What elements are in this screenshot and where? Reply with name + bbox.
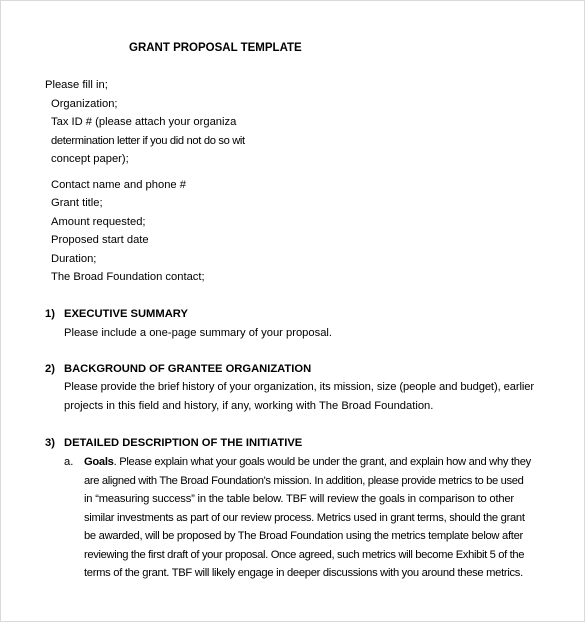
field-tax-id-end: concept paper); — [51, 153, 129, 165]
goals-line-4: similar investments as part of our review process. Metrics used in grant terms, should the grant — [84, 512, 525, 524]
goals-line-3: in “measuring success” in the table below. TBF will review the goals in comparison to other — [84, 493, 514, 505]
goals-line-6: reviewing the first draft of your proposal. Once agreed, such metrics will become Exhibit 5 of the — [84, 549, 525, 561]
field-tax-id: Tax ID # (please attach your organiza — [51, 116, 237, 128]
field-grant-title: Grant title; — [51, 197, 103, 209]
goals-line-7: terms of the grant. TBF will likely engage in deeper discussions with you around these metrics. — [84, 567, 523, 579]
document-title: GRANT PROPOSAL TEMPLATE — [129, 42, 302, 54]
goals-title: Goals — [84, 456, 114, 468]
section-1-heading: EXECUTIVE SUMMARY — [64, 308, 188, 320]
section-2-text-line-2: projects in this field and history, if any, working with The Broad Foundation. — [64, 400, 434, 412]
field-start-date: Proposed start date — [51, 234, 149, 246]
fill-in-label: Please fill in; — [45, 79, 108, 91]
goals-item-label: a. — [64, 456, 74, 468]
section-1-number: 1) — [45, 308, 55, 320]
field-contact-name: Contact name and phone # — [51, 179, 186, 191]
section-2-heading: BACKGROUND OF GRANTEE ORGANIZATION — [64, 363, 312, 375]
section-1-text: Please include a one-page summary of your proposal. — [64, 327, 333, 339]
field-tax-id-continued: determination letter if you did not do so wit — [51, 135, 245, 147]
goals-line-5: be awarded, will be proposed by The Broad Foundation using the metrics template below after — [84, 530, 523, 542]
field-amount-requested: Amount requested; — [51, 216, 146, 228]
goals-line-2: are aligned with The Broad Foundation's mission. In addition, please provide metrics to be used — [84, 475, 524, 487]
field-foundation-contact: The Broad Foundation contact; — [51, 271, 205, 283]
section-3-heading: DETAILED DESCRIPTION OF THE INITIATIVE — [64, 437, 303, 449]
field-duration: Duration; — [51, 253, 97, 265]
section-2-number: 2) — [45, 363, 55, 375]
field-organization: Organization; — [51, 98, 118, 110]
goals-line-1 — [84, 455, 544, 469]
section-2-text-line-1: Please provide the brief history of your organization, its mission, size (people and budget), earlier — [64, 381, 534, 393]
section-3-number: 3) — [45, 437, 55, 449]
goals-line-1-text: . Please explain what your goals would be under the grant, and explain how and why they — [113, 456, 531, 468]
